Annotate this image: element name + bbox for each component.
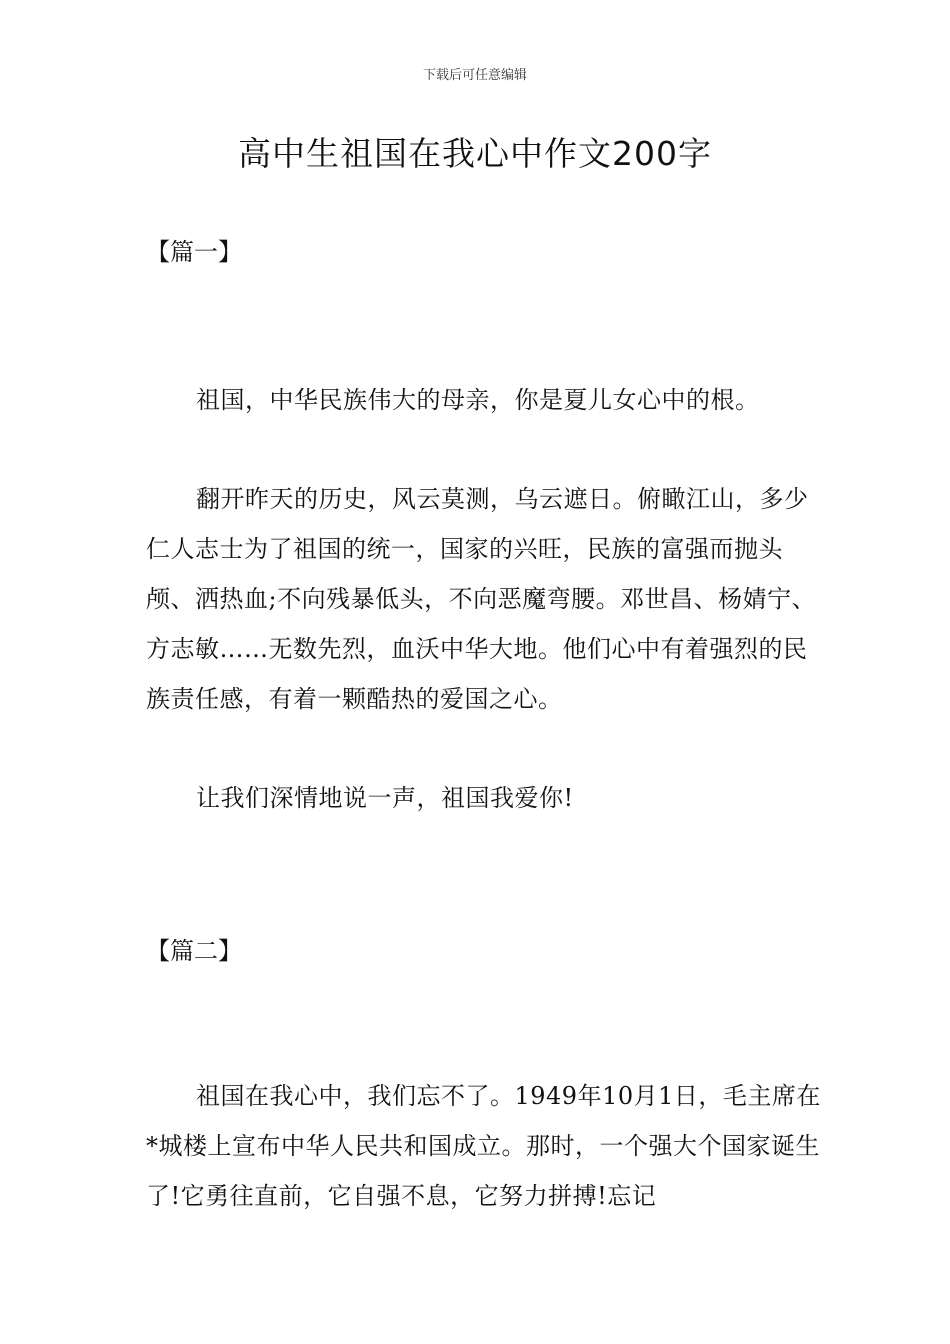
paragraph: 翻开昨天的历史，风云莫测，乌云遮日。俯瞰江山，多少仁人志士为了祖国的统一，国家的兴旺，民族的富强而抛头颅、洒热血;不向残暴低头，不向恶魔弯腰。邓世昌、杨婧宁、方志敏……无数先烈，血沃中华大地。他们心中有着强烈的民族责任感，有着一颗酷热的爱国之心。 [146, 485, 817, 713]
document-title: 高中生祖国在我心中作文200字 [238, 134, 712, 173]
paragraph: 祖国在我心中，我们忘不了。1949年10月1日，毛主席在*城楼上宣布中华人民共和国成立。那时，一个强大个国家诞生了!它勇往直前，它自强不息，它努力拼搏!忘记 [146, 1082, 821, 1210]
section-heading-1: 【篇一】 [146, 238, 242, 266]
header-note: 下载后可任意编辑 [422, 68, 527, 83]
paragraph: 祖国，中华民族伟大的母亲，你是夏儿女心中的根。 [196, 386, 760, 414]
section-heading-2: 【篇二】 [146, 937, 242, 965]
paragraph: 让我们深情地说一声，祖国我爱你! [196, 784, 574, 812]
